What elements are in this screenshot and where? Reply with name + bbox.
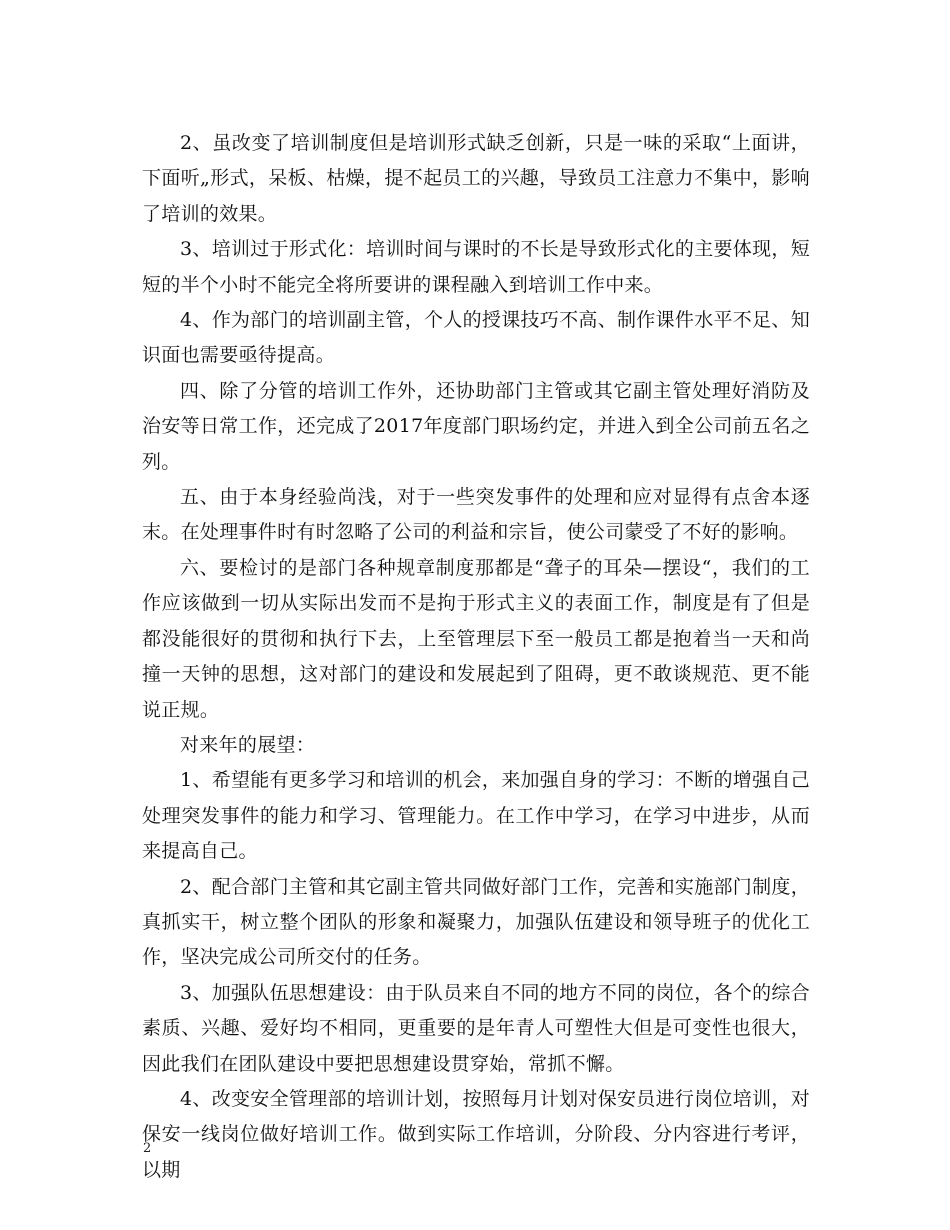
- paragraph-training-formalism: 3、培训过于形式化：培训时间与课时的不长是导致形式化的主要体现，短短的半个小时不能完全将所要讲的课程融入到培训工作中来。: [142, 238, 810, 296]
- paragraph-training-form: 2、虽改变了培训制度但是培训形式缺乏创新，只是一味的采取“上面讲，下面听„形式，呆板、枯燥，提不起员工的兴趣，导致员工注意力不集中，影响了培训的效果。: [142, 132, 810, 225]
- paragraph-section-five: 五、由于本身经验尚浅，对于一些突发事件的处理和应对显得有点舍本逐末。在处理事件时有时忽略了公司的利益和宗旨，使公司蒙受了不好的影响。: [142, 486, 810, 544]
- paragraph-outlook-4: 4、改变安全管理部的培训计划，按照每月计划对保安员进行岗位培训，对保安一线岗位做好培训工作。做到实际工作培训，分阶段、分内容进行考评，以期: [142, 1087, 810, 1181]
- page-number: 2: [143, 1141, 152, 1156]
- paragraph-outlook-3: 3、加强队伍思想建设：由于队员来自不同的地方不同的岗位，各个的综合素质、兴趣、爱好均不相同，更重要的是年青人可塑性大但是可变性也很大，因此我们在团队建设中要把思想建设贯穿始，常抓不懈。: [142, 981, 810, 1075]
- paragraph-outlook-1: 1、希望能有更多学习和培训的机会，来加强自身的学习：不断的增强自己处理突发事件的能力和学习、管理能力。在工作中学习，在学习中进步，从而来提高自己。: [142, 769, 810, 863]
- paragraph-outlook-2: 2、配合部门主管和其它副主管共同做好部门工作，完善和实施部门制度，真抓实干，树立整个团队的形象和凝聚力，加强队伍建设和领导班子的优化工作，坚决完成公司所交付的任务。: [142, 875, 810, 969]
- paragraph-teaching-skills: 4、作为部门的培训副主管，个人的授课技巧不高、制作课件水平不足、知识面也需要亟待提高。: [142, 309, 810, 367]
- document-body: [142, 126, 810, 1188]
- paragraph-outlook-heading: 对来年的展望：: [180, 733, 316, 756]
- paragraph-section-four: 四、除了分管的培训工作外，还协助部门主管或其它副主管处理好消防及治安等日常工作，还完成了2017年度部门职场约定，并进入到全公司前五名之列。: [142, 379, 810, 473]
- paragraph-section-six: 六、要检讨的是部门各种规章制度那都是“聋子的耳朵—摆设“，我们的工作应该做到一切从实际出发而不是拘于形式主义的表面工作，制度是有了但是都没能很好的贯彻和执行下去，上至管理层下至一般员工都是抱着当一天和尚撞一天钟的思想，这对部门的建设和发展起到了阻碍，更不敢谈规范、更不能说正规。: [142, 556, 810, 721]
